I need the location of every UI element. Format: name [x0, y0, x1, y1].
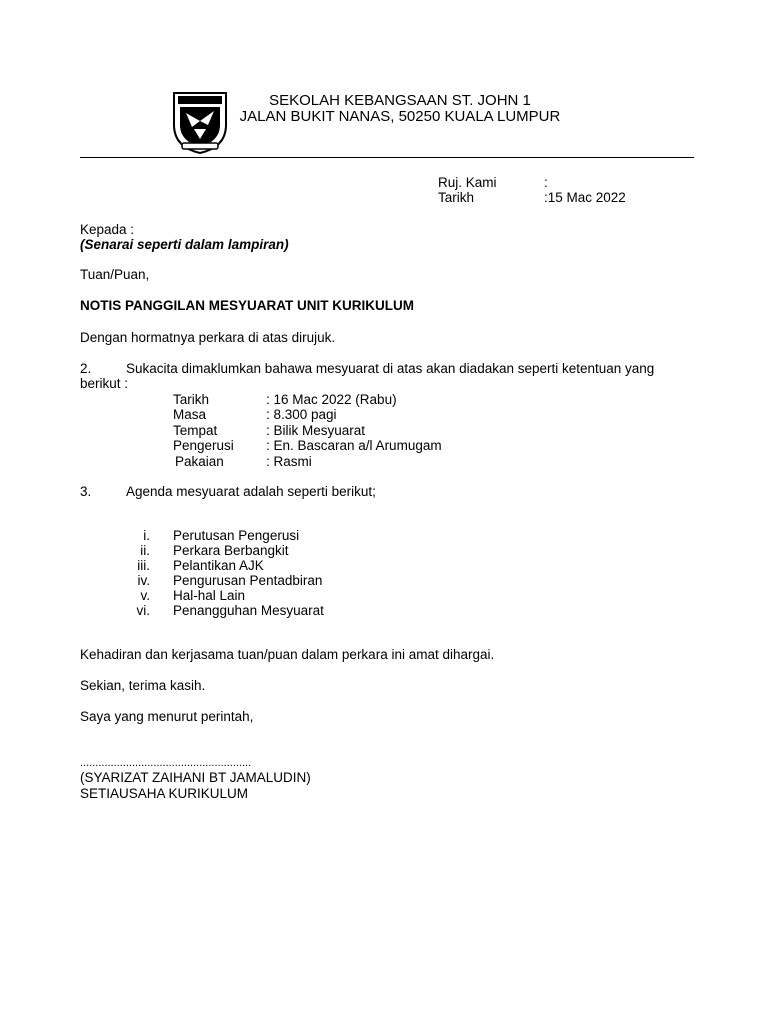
- detail-value: : En. Bascaran a/l Arumugam: [266, 438, 442, 453]
- agenda-item: Perkara Berbangkit: [173, 543, 289, 558]
- signatory-name: (SYARIZAT ZAIHANI BT JAMALUDIN): [80, 770, 311, 785]
- agenda-item: Perutusan Pengerusi: [173, 528, 300, 543]
- agenda-item: Penangguhan Mesyuarat: [173, 603, 324, 618]
- agenda-item: Hal-hal Lain: [173, 588, 246, 603]
- ruj-value: :: [544, 175, 548, 190]
- agenda-number: ii.: [140, 543, 150, 558]
- detail-label: Pakaian: [175, 454, 224, 469]
- para2-number: 2.: [80, 361, 92, 376]
- tarikh-value: :15 Mac 2022: [544, 190, 626, 205]
- agenda-item: Pengurusan Pentadbiran: [173, 573, 323, 588]
- para3-number: 3.: [80, 484, 92, 499]
- detail-value: : Rasmi: [266, 454, 312, 469]
- detail-value: : 8.300 pagi: [266, 407, 337, 422]
- header-divider: [80, 157, 694, 158]
- salutation: Tuan/Puan,: [80, 267, 150, 282]
- agenda-number: v.: [140, 588, 150, 603]
- signature-line: ........................................................: [80, 757, 252, 769]
- recipient-list-note: (Senarai seperti dalam lampiran): [80, 237, 289, 252]
- agenda-number: iii.: [137, 558, 150, 573]
- closing-yours: Saya yang menurut perintah,: [80, 709, 254, 724]
- agenda-number: vi.: [136, 603, 150, 618]
- closing-thanks: Sekian, terima kasih.: [80, 678, 206, 693]
- detail-label: Tempat: [173, 423, 218, 438]
- closing-appreciation: Kehadiran dan kerjasama tuan/puan dalam perkara ini amat dihargai.: [80, 647, 495, 662]
- detail-label: Pengerusi: [173, 438, 234, 453]
- tarikh-label: Tarikh: [438, 190, 475, 205]
- ruj-label: Ruj. Kami: [438, 175, 497, 190]
- kepada-label: Kepada :: [80, 222, 135, 237]
- intro-text: Dengan hormatnya perkara di atas dirujuk.: [80, 330, 336, 345]
- detail-value: : Bilik Mesyuarat: [266, 423, 366, 438]
- detail-label: Tarikh: [173, 392, 210, 407]
- detail-value: : 16 Mac 2022 (Rabu): [266, 392, 397, 407]
- agenda-number: i.: [143, 528, 150, 543]
- subject-title: NOTIS PANGGILAN MESYUARAT UNIT KURIKULUM: [80, 298, 414, 313]
- agenda-number: iv.: [137, 573, 150, 588]
- detail-label: Masa: [173, 407, 207, 422]
- para2-text-line1: Sukacita dimaklumkan bahawa mesyuarat di atas akan diadakan seperti ketentuan yang: [126, 361, 655, 376]
- school-name: SEKOLAH KEBANGSAAN ST. JOHN 1: [269, 92, 531, 109]
- school-address: JALAN BUKIT NANAS, 50250 KUALA LUMPUR: [239, 108, 561, 125]
- para3-text: Agenda mesyuarat adalah seperti berikut;: [126, 484, 376, 499]
- para2-text-line2: berikut :: [80, 376, 129, 391]
- agenda-item: Pelantikan AJK: [173, 558, 264, 573]
- signatory-title: SETIAUSAHA KURIKULUM: [80, 786, 249, 801]
